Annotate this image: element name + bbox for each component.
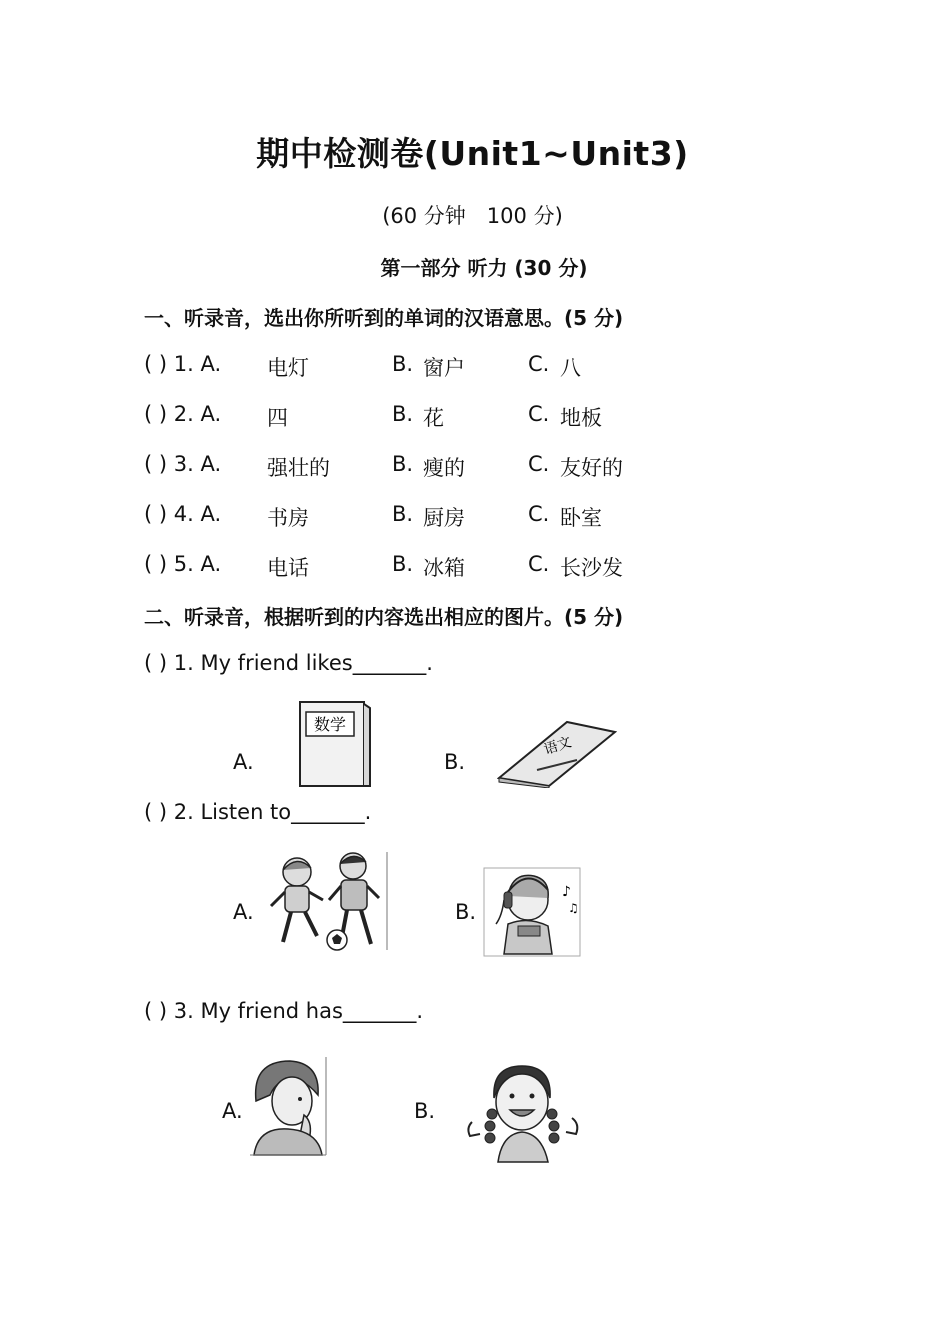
option-b: 冰箱 [423,556,465,580]
option-a: 强壮的 [267,456,330,480]
question-text: ( ) 1. My friend likes_______. [144,651,433,675]
option-c-label: C. [528,402,550,426]
option-c-label: C. [528,502,550,526]
question-text: ( ) 2. Listen to_______. [144,800,372,824]
option-b-label: B. [455,900,477,924]
option-a: 电灯 [267,356,309,380]
option-c-label: C. [528,352,550,376]
question-prefix: ( ) 5. A. [144,552,222,576]
option-c: 卧室 [560,506,602,530]
exam-duration-score: (60 分钟 100 分) [382,204,563,228]
part-heading: 第一部分 听力 (30 分) [380,256,588,280]
math-book-image [298,700,372,788]
option-b: 厨房 [423,506,465,530]
boys-playing-football-image [265,850,389,952]
chinese-book-cover-text: 语文 [541,734,574,759]
option-b: 窗户 [423,356,465,380]
option-c-label: C. [528,452,550,476]
option-b-label: B. [392,402,414,426]
svg-text:♪: ♪ [562,884,571,900]
option-b-label: B. [444,750,466,774]
question-prefix: ( ) 1. A. [144,352,222,376]
option-b-label: B. [414,1099,436,1123]
option-c: 友好的 [560,456,623,480]
page-title: 期中检测卷(Unit1~Unit3) [256,134,689,173]
option-c-label: C. [528,552,550,576]
option-a: 书房 [267,506,309,530]
option-b: 花 [423,406,444,430]
question-prefix: ( ) 2. A. [144,402,222,426]
option-c: 地板 [560,406,602,430]
option-a: 电话 [267,556,309,580]
girl-short-hair-image [248,1055,328,1157]
girl-long-braids-image [462,1058,584,1164]
svg-text:♫: ♫ [568,901,579,915]
chinese-book-image [497,720,617,788]
section1-heading: 一、听录音，选出你所听到的单词的汉语意思。(5 分) [144,306,624,330]
option-b-label: B. [392,552,414,576]
option-a-label: A. [222,1099,243,1123]
option-a-label: A. [233,750,254,774]
option-c: 八 [560,356,581,380]
girl-listening-music-image [482,866,582,958]
option-c: 长沙发 [560,556,623,580]
option-b: 瘦的 [423,456,465,480]
option-a-label: A. [233,900,254,924]
section2-heading: 二、听录音，根据听到的内容选出相应的图片。(5 分) [144,605,624,629]
question-prefix: ( ) 3. A. [144,452,222,476]
question-text: ( ) 3. My friend has_______. [144,999,424,1023]
question-prefix: ( ) 4. A. [144,502,222,526]
option-b-label: B. [392,502,414,526]
option-a: 四 [267,406,288,430]
option-b-label: B. [392,452,414,476]
math-book-cover-text: 数学 [313,715,347,734]
option-b-label: B. [392,352,414,376]
